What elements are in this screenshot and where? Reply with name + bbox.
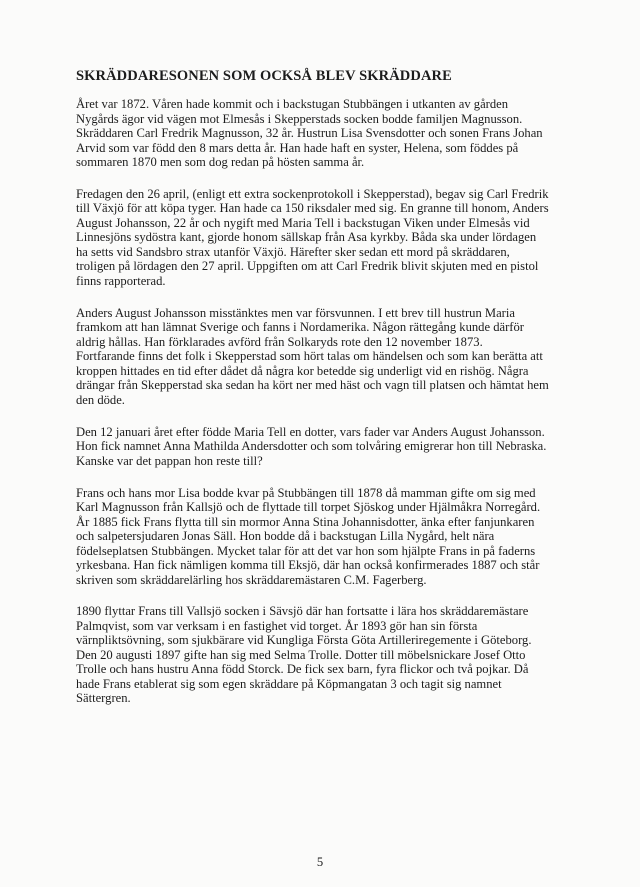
paragraph-1: Året var 1872. Våren hade kommit och i backstugan Stubbängen i utkanten av gården Nygårds ägor vid vägen mot Elmesås i Skepperstads socken bodde familjen Magnusson. Skräddaren Carl Fredrik Magnusson, 32 år. Hustrun Lisa Svensdotter och sonen Frans Johan Arvid som var född den 8 mars detta år. Han hade haft en syster, Helena, som föddes på sommaren 1870 men som dog redan på hösten samma år. [76, 97, 543, 169]
paragraph-3: Anders August Johansson misstänktes men var försvunnen. I ett brev till hustrun Maria framkom att han lämnat Sverige och fanns i Nordamerika. Någon rättegång kunde därför aldrig hållas. Han förklarades avförd från Solkaryds rote den 12 november 1873. Fortfarande finns det folk i Skepperstad som hört talas om händelsen och som kan berätta att kroppen hittades en tid efter dådet då några kor betedde sig underligt vid en rishög. Några drängar från Skepperstad ska sedan ha kört ner med häst och vagn till platsen och hämtat hem den döde. [76, 305, 549, 407]
document-title: SKRÄDDARESONEN SOM OCKSÅ BLEV SKRÄDDARE [76, 68, 452, 84]
document-page [76, 68, 576, 723]
paragraph-4: Den 12 januari året efter födde Maria Tell en dotter, vars fader var Anders August Johansson. Hon fick namnet Anna Mathilda Andersdotter och som tolvåring emigrerar hon till Nebraska. Kanske var det pappan hon reste till? [76, 424, 547, 468]
paragraph-6: 1890 flyttar Frans till Vallsjö socken i Sävsjö där han fortsatte i lära hos skräddaremästare Palmqvist, som var verksam i en fastighet vid torget. År 1893 gör han sin första värnpliktsövning, som sjukbärare vid Kungliga Första Göta Artilleriregemente i Göteborg. Den 20 augusti 1897 gifte han sig med Selma Trolle. Dotter till möbelsnickare Josef Otto Trolle och hans hustru Anna född Storck. De fick sex barn, fyra flickor och två pojkar. Då hade Frans etablerat sig som egen skräddare på Köpmangatan 3 och tagit sig namnet Sättergren. [76, 604, 532, 706]
paragraph-2: Fredagen den 26 april, (enligt ett extra sockenprotokoll i Skepperstad), begav sig Carl Fredrik till Växjö för att köpa tyger. Han hade ca 150 riksdaler med sig. En granne till honom, Anders August Johansson, 22 år och nygift med Maria Tell i backstugan Viken under Elmesås vid Linnesjöns sydöstra kant, gjorde honom sällskap från Asa kyrkby. Båda ska under lördagen ha setts vid Sandsbro strax utanför Växjö. Härefter sker sedan ett mord på skräddaren, troligen på lördagen den 27 april. Uppgiften om att Carl Fredrik blivit skjuten med en pistol finns rapporterad. [76, 186, 549, 288]
paragraph-5: Frans och hans mor Lisa bodde kvar på Stubbängen till 1878 då mamman gifte om sig med Karl Magnusson från Kallsjö och de flyttade till torpet Sjöskog under Hjälmåkra Norregård. År 1885 fick Frans flytta till sin mormor Anna Stina Johannisdotter, änka efter fanjunkaren och salpetersjudaren Jonas Säll. Hon bodde då i backstugan Lilla Nygård, helt nära födelseplatsen Stubbängen. Mycket talar för att det var hon som hjälpte Frans in på faderns yrkesbana. Han fick nämligen komma till Eksjö, där han också konfirmerades 1887 och står skriven som skräddarelärling hos skräddaremästaren C.M. Fagerberg. [76, 485, 541, 587]
page-number: 5 [316, 855, 324, 869]
